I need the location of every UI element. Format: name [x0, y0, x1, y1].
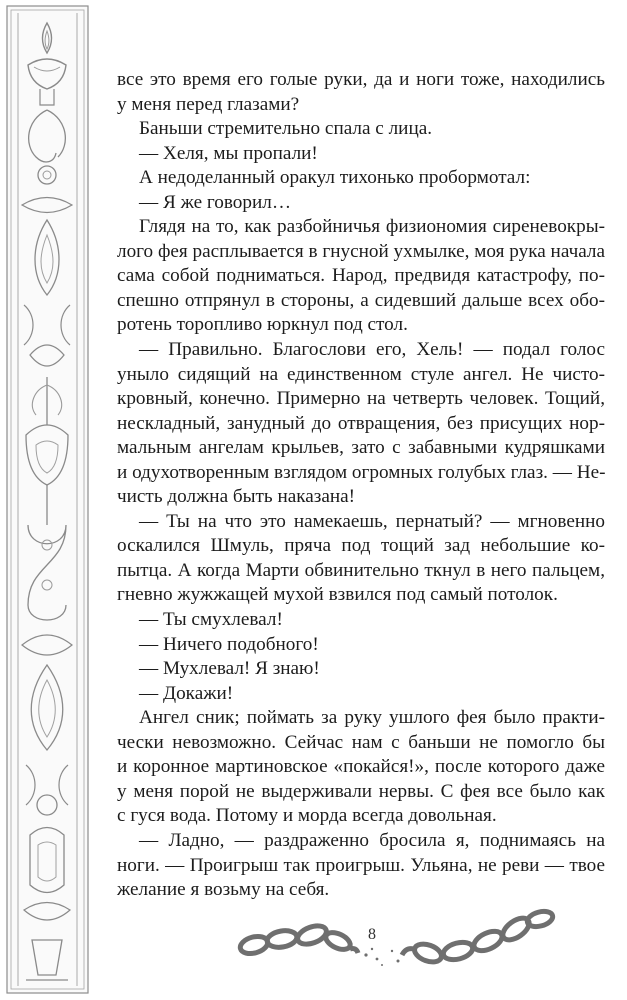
text-line: уныло сидящий на единственном стуле ангел. Не чисто- [117, 363, 605, 385]
text-line: чески невозможно. Сейчас нам с баньши не помогло бы [117, 731, 605, 753]
text-line: желание я возьму на себя. [117, 879, 330, 901]
text-line: кровный, конечно. Примерно на четверть человек. Тощий, [117, 388, 605, 410]
text-line: у меня порой не выдерживали нервы. С фея все было как [117, 780, 605, 802]
text-line: чисть должна быть наказана! [117, 486, 356, 508]
text-line: пытца. А когда Марти обвинительно ткнул в него пальцем, [117, 559, 605, 581]
text-line: и одухотворенным взглядом огромных голубых глаз. — Не- [117, 461, 606, 483]
text-line: спешно отпрянул в стороны, а сидевший дальше всех обо- [117, 289, 605, 311]
broken-chain-icon [232, 905, 562, 971]
text-line: А недоделанный оракул тихонько пробормотал: [139, 167, 531, 189]
text-line: — Я же говорил… [139, 191, 292, 213]
page-number: 8 [368, 926, 376, 943]
text-line: нескладный, занудный до отвращения, без присущих нор- [117, 412, 605, 434]
text-line: — Ладно, — раздраженно бросила я, поднимаясь на [139, 829, 605, 851]
text-line: лого фея расплывается в гнусной ухмылке, моя рука начала [117, 240, 605, 262]
text-line: с гуся вода. Потому и морда всегда довольная. [117, 805, 497, 827]
text-line: — Мухлевал! Я знаю! [139, 658, 320, 680]
text-line: Глядя на то, как разбойничья физиономия сиреневокры- [139, 216, 605, 238]
text-line: ротень торопливо юркнул под стол. [117, 314, 408, 336]
text-line: — Докажи! [139, 682, 234, 704]
text-line: — Ничего подобного! [139, 633, 319, 655]
ornamental-border-icon [6, 5, 89, 994]
text-line: — Ты смухлевал! [139, 609, 283, 631]
text-line: все это время его голые руки, да и ноги тоже, находились [117, 69, 605, 90]
text-line: у меня перед глазами? [117, 93, 300, 115]
text-line: гневно жужжащей мухой взвился под самый потолок. [117, 584, 558, 606]
body-text [117, 68, 605, 903]
text-line: ноги. — Проигрыш так проигрыш. Ульяна, не реви — твое [117, 854, 605, 876]
text-line: сама собой подниматься. Народ, предвидя катастрофу, по- [117, 265, 605, 287]
text-line: Баньши стремительно спала с лица. [139, 118, 433, 140]
text-line: мальным ангелам крыльев, зато с забавными кудряшками [117, 437, 605, 459]
text-line: и коронное мартиновское «покайся!», после которого даже [117, 756, 605, 778]
text-line: Ангел сник; поймать за руку ушлого фея было практи- [139, 707, 605, 729]
text-line: — Правильно. Благослови его, Хель! — подал голос [139, 339, 605, 361]
text-line: — Ты на что это намекаешь, пернатый? — мгновенно [139, 510, 605, 532]
text-line: оскалился Шмуль, пряча под тощий зад небольшие ко- [117, 535, 605, 557]
text-line: — Хеля, мы пропали! [139, 142, 318, 164]
